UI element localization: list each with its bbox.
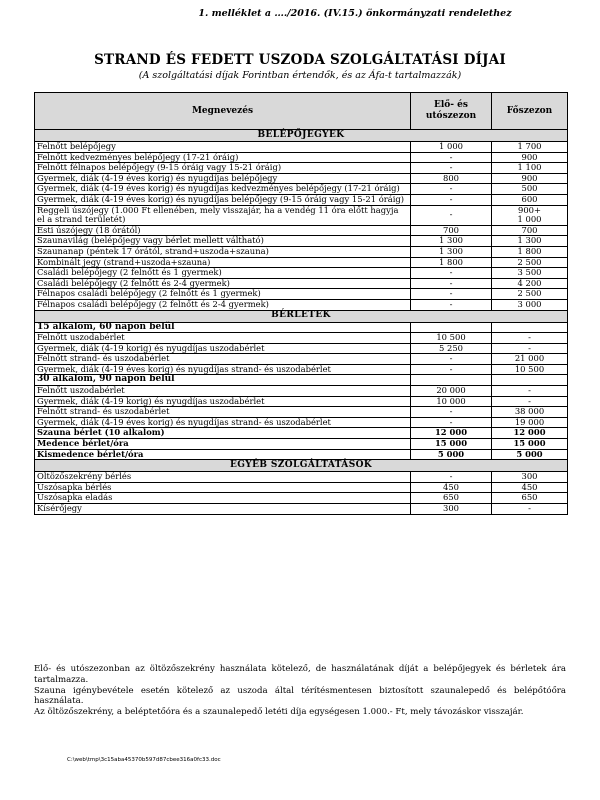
annex-reference: 1. melléklet a …./2016. (IV.15.) önkormányzati rendelethez: [198, 8, 512, 19]
pre-season-price: 650: [411, 493, 492, 504]
table-row: [35, 205, 568, 225]
table-row: [35, 142, 568, 153]
table-row: [35, 396, 568, 407]
service-name: Szaunanap (péntek 17 órától, strand+uszoda+szauna): [35, 246, 411, 257]
table-row: [35, 268, 568, 279]
pre-season-price: 1 000: [411, 142, 492, 153]
pre-season-price: 450: [411, 482, 492, 493]
table-row: [35, 236, 568, 247]
pre-season-price: 12 000: [411, 428, 492, 439]
main-season-price: 450: [492, 482, 568, 493]
service-name: Felnőtt uszodabérlet: [35, 333, 411, 344]
pre-season-price: 10 000: [411, 396, 492, 407]
note-paragraph: Az öltözőszekrény, a beléptetőóra és a szaunalepedő letéti díja egységesen 1.000.- Ft, mely távozáskor visszajár.: [34, 707, 524, 718]
section-title: BÉRLETEK: [35, 310, 568, 322]
table-row: [35, 343, 568, 354]
pre-season-price: [411, 322, 492, 333]
pre-season-price: -: [411, 299, 492, 310]
table-row: [35, 333, 568, 344]
pre-season-price: 300: [411, 504, 492, 515]
service-name: Reggeli úszójegy (1.000 Ft ellenében, mely visszajár, ha a vendég 11 óra előtt hagyja el a strand területét): [35, 205, 411, 225]
table-row: [35, 482, 568, 493]
pre-season-price: -: [411, 364, 492, 375]
main-season-price: 21 000: [492, 354, 568, 365]
service-name: Úszósapka eladás: [35, 493, 411, 504]
main-season-price: 700: [492, 225, 568, 236]
table-row: [35, 289, 568, 300]
pre-season-price: 5 000: [411, 449, 492, 460]
main-season-price: 2 500: [492, 289, 568, 300]
table-row: [35, 417, 568, 428]
table-row: [35, 428, 568, 439]
pre-season-price: [411, 375, 492, 386]
table-row: [35, 493, 568, 504]
service-name: Felnőtt uszodabérlet: [35, 386, 411, 397]
main-season-price: 5 000: [492, 449, 568, 460]
pre-season-price: 15 000: [411, 439, 492, 450]
main-season-price: 900: [492, 173, 568, 184]
pre-season-price: -: [411, 289, 492, 300]
main-season-price: 900+ 1 000: [492, 205, 568, 225]
pre-season-price: 1 800: [411, 257, 492, 268]
pre-season-price: -: [411, 194, 492, 205]
service-name: Gyermek, diák (4-19 éves korig) és nyugdíjas kedvezményes belépőjegy (17-21 óráig): [35, 184, 411, 195]
service-name: Gyermek, diák (4-19 korig) és nyugdíjas uszodabérlet: [35, 343, 411, 354]
service-name: Felnőtt belépőjegy: [35, 142, 411, 153]
pre-season-price: -: [411, 417, 492, 428]
table-row: [35, 278, 568, 289]
table-row: [35, 354, 568, 365]
main-season-price: [492, 375, 568, 386]
service-name: Úszósapka bérlés: [35, 482, 411, 493]
table-row: [35, 449, 568, 460]
main-season-price: 15 000: [492, 439, 568, 450]
service-name: Kismedence bérlet/óra: [35, 449, 411, 460]
main-season-price: 38 000: [492, 407, 568, 418]
table-row: [35, 184, 568, 195]
fee-table-body: [35, 130, 568, 515]
section-title: BELÉPŐJEGYEK: [35, 130, 568, 142]
table-row: [35, 152, 568, 163]
main-season-price: -: [492, 343, 568, 354]
pre-season-price: 700: [411, 225, 492, 236]
section-title: EGYÉB SZOLGÁLTATÁSOK: [35, 460, 568, 472]
page-subtitle: (A szolgáltatási díjak Forintban értendők, és az Áfa-t tartalmazzák): [138, 70, 462, 81]
table-row: [35, 322, 568, 333]
table-row: [35, 163, 568, 174]
note-paragraph: Elő- és utószezonban az öltözőszekrény használata kötelező, de használatának díját a belépőjegyek és bérletek ára tartalmazza.: [34, 664, 566, 685]
main-season-price: 900: [492, 152, 568, 163]
service-name: Gyermek, diák (4-19 éves korig) és nyugdíjas belépőjegy: [35, 173, 411, 184]
table-row: [35, 246, 568, 257]
main-season-price: 600: [492, 194, 568, 205]
service-name: Félnapos családi belépőjegy (2 felnőtt és 1 gyermek): [35, 289, 411, 300]
document-path: C:\web\tmp\3c15aba45370b597d87cbee316a0fc33.doc: [67, 757, 221, 763]
table-row: [35, 504, 568, 515]
service-name: Felnőtt félnapos belépőjegy (9-15 óráig vagy 15-21 óráig): [35, 163, 411, 174]
service-name: Kísérőjegy: [35, 504, 411, 515]
service-name: Gyermek, diák (4-19 éves korig) és nyugdíjas strand- és uszodabérlet: [35, 417, 411, 428]
pre-season-price: -: [411, 152, 492, 163]
section-header-row: [35, 460, 568, 472]
section-header-row: [35, 310, 568, 322]
main-season-price: 650: [492, 493, 568, 504]
service-name: Félnapos családi belépőjegy (2 felnőtt és 2-4 gyermek): [35, 299, 411, 310]
pre-season-price: -: [411, 278, 492, 289]
main-season-price: 2 500: [492, 257, 568, 268]
service-name: Esti úszójegy (18 órától): [35, 225, 411, 236]
main-season-price: 500: [492, 184, 568, 195]
table-row: [35, 299, 568, 310]
service-name: Felnőtt strand- és uszodabérlet: [35, 354, 411, 365]
pre-season-price: 800: [411, 173, 492, 184]
service-name: Felnőtt strand- és uszodabérlet: [35, 407, 411, 418]
table-row: [35, 407, 568, 418]
service-name: Gyermek, diák (4-19 éves korig) és nyugdíjas belépőjegy (9-15 óráig vagy 15-21 óráig): [35, 194, 411, 205]
main-season-price: 3 000: [492, 299, 568, 310]
column-header-name: Megnevezés: [35, 93, 411, 130]
service-name: 30 alkalom, 90 napon belül: [35, 375, 411, 386]
main-season-price: 1 100: [492, 163, 568, 174]
pre-season-price: 10 500: [411, 333, 492, 344]
table-header-row: [35, 93, 568, 130]
pre-season-price: 1 300: [411, 246, 492, 257]
table-row: [35, 386, 568, 397]
main-season-price: 1 300: [492, 236, 568, 247]
pre-season-price: 1 300: [411, 236, 492, 247]
note-paragraph: Szauna igénybevétele esetén kötelező az uszoda által térítésmentesen biztosított szaunalepedő és belépőtóőra használata.: [34, 685, 566, 707]
main-season-price: -: [492, 504, 568, 515]
main-season-price: 19 000: [492, 417, 568, 428]
service-name: Kombinált jegy (strand+uszoda+szauna): [35, 257, 411, 268]
service-name: Gyermek, diák (4-19 korig) és nyugdíjas uszodabérlet: [35, 396, 411, 407]
table-row: [35, 375, 568, 386]
main-season-price: 12 000: [492, 428, 568, 439]
section-header-row: [35, 130, 568, 142]
pre-season-price: 5 250: [411, 343, 492, 354]
main-season-price: 4 200: [492, 278, 568, 289]
service-name: Felnőtt kedvezményes belépőjegy (17-21 óráig): [35, 152, 411, 163]
page-title: STRAND ÉS FEDETT USZODA SZOLGÁLTATÁSI DÍJAI: [94, 52, 506, 68]
main-season-price: 1 700: [492, 142, 568, 153]
pre-season-price: -: [411, 407, 492, 418]
service-name: Medence bérlet/óra: [35, 439, 411, 450]
main-season-price: 300: [492, 472, 568, 483]
pre-season-price: -: [411, 268, 492, 279]
fee-table: [34, 92, 568, 515]
service-name: Öltözőszekrény bérlés: [35, 472, 411, 483]
pre-season-price: -: [411, 205, 492, 225]
table-row: [35, 173, 568, 184]
notes: [34, 664, 566, 718]
main-season-price: 10 500: [492, 364, 568, 375]
service-name: Családi belépőjegy (2 felnőtt és 1 gyermek): [35, 268, 411, 279]
service-name: 15 alkalom, 60 napon belül: [35, 322, 411, 333]
pre-season-price: -: [411, 184, 492, 195]
table-row: [35, 225, 568, 236]
column-header-main-season: Főszezon: [492, 93, 568, 130]
main-season-price: [492, 322, 568, 333]
main-season-price: 3 500: [492, 268, 568, 279]
main-season-price: 1 800: [492, 246, 568, 257]
column-header-pre-season: Elő- és utószezon: [411, 93, 492, 130]
main-season-price: -: [492, 333, 568, 344]
table-row: [35, 257, 568, 268]
pre-season-price: 20 000: [411, 386, 492, 397]
pre-season-price: -: [411, 163, 492, 174]
service-name: Családi belépőjegy (2 felnőtt és 2-4 gyermek): [35, 278, 411, 289]
main-season-price: -: [492, 386, 568, 397]
table-row: [35, 439, 568, 450]
table-row: [35, 472, 568, 483]
service-name: Szaunavilág (belépőjegy vagy bérlet mellett váltható): [35, 236, 411, 247]
service-name: Szauna bérlet (10 alkalom): [35, 428, 411, 439]
main-season-price: -: [492, 396, 568, 407]
pre-season-price: -: [411, 354, 492, 365]
pre-season-price: -: [411, 472, 492, 483]
table-row: [35, 194, 568, 205]
service-name: Gyermek, diák (4-19 éves korig) és nyugdíjas strand- és uszodabérlet: [35, 364, 411, 375]
